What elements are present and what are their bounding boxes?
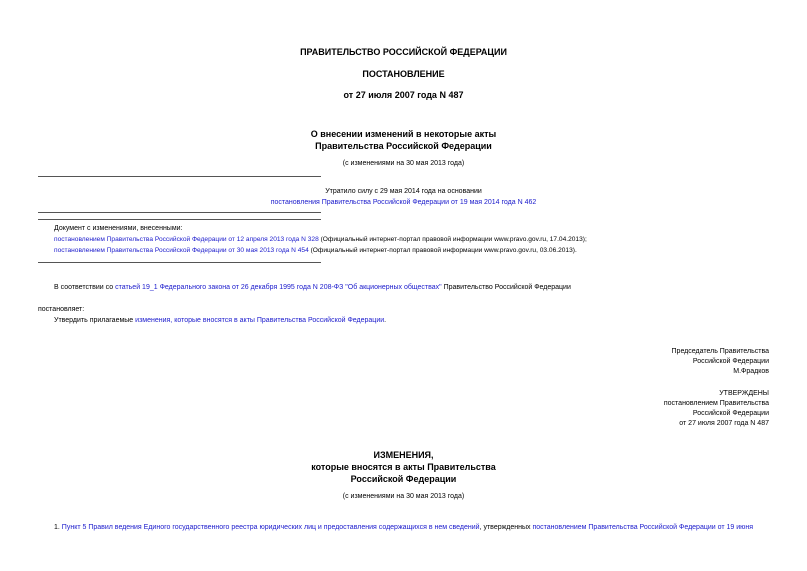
- decree-prefix: Утвердить прилагаемые: [54, 317, 136, 324]
- item-1: [54, 524, 753, 531]
- approved-line: от 27 июля 2007 года N 487: [679, 420, 769, 427]
- approved-line: Российской Федерации: [692, 410, 769, 417]
- change-link-1[interactable]: постановлением Правительства Российской Федерации от 12 апреля 2013 года N 328: [54, 236, 319, 243]
- divider: [38, 176, 321, 177]
- preamble-prefix: В соответствии со: [54, 284, 116, 291]
- doc-title-line2: Правительства Российской Федерации: [315, 141, 492, 151]
- doc-title-line1: О внесении изменений в некоторые акты: [310, 129, 497, 139]
- decree-word: постановляет:: [38, 306, 85, 313]
- change-note-2: (Официальный интернет-портал правовой информации www.pravo.gov.ru, 03.06.2013).: [308, 247, 577, 254]
- edition-note: (с изменениями на 30 мая 2013 года): [342, 160, 465, 167]
- change-link-2[interactable]: постановлением Правительства Российской Федерации от 30 мая 2013 года N 454: [54, 247, 309, 254]
- changes-intro: Документ с изменениями, внесенными:: [54, 225, 183, 232]
- item-number: 1.: [54, 524, 62, 531]
- changes-subheading: Российской Федерации: [350, 474, 457, 484]
- signature-title: Российской Федерации: [692, 358, 769, 365]
- changes-item: [54, 236, 587, 243]
- approved-heading: УТВЕРЖДЕНЫ: [719, 390, 769, 397]
- decree-link[interactable]: постановлением Правительства Российской Федерации от 19 июня: [532, 524, 754, 531]
- law-link[interactable]: статьей 19_1 Федерального закона от 26 декабря 1995 года N 208-ФЗ "Об акционерных обществах": [115, 284, 442, 291]
- decree-suffix: .: [384, 317, 387, 324]
- item-middle: , утвержденных: [479, 524, 533, 531]
- changes-edition-note: (с изменениями на 30 мая 2013 года): [342, 493, 465, 500]
- divider: [38, 262, 321, 263]
- change-note-1: (Официальный интернет-портал правовой информации www.pravo.gov.ru, 17.04.2013);: [318, 236, 587, 243]
- preamble: [54, 284, 571, 291]
- decree-text: [54, 317, 386, 324]
- signature-name: М.Фрадков: [733, 368, 769, 375]
- divider: [38, 219, 321, 220]
- divider: [38, 212, 321, 213]
- doc-type-heading: ПОСТАНОВЛЕНИЕ: [362, 69, 445, 79]
- rules-link[interactable]: Пункт 5 Правил ведения Единого государственного реестра юридических лиц и предоставления содержащихся в нем сведений: [61, 524, 480, 531]
- changes-heading: ИЗМЕНЕНИЯ,: [373, 450, 434, 460]
- changes-subheading: которые вносятся в акты Правительства: [311, 462, 496, 472]
- changes-link[interactable]: изменения, которые вносятся в акты Правительства Российской Федерации: [135, 317, 385, 324]
- expired-link[interactable]: постановления Правительства Российской Федерации от 19 мая 2014 года N 462: [270, 199, 537, 206]
- date-number: от 27 июля 2007 года N 487: [343, 90, 464, 100]
- changes-item: [54, 247, 577, 254]
- approved-line: постановлением Правительства: [663, 400, 769, 407]
- preamble-suffix: Правительство Российской Федерации: [441, 284, 571, 291]
- signature-title: Председатель Правительства: [671, 348, 769, 355]
- expired-text: Утратило силу с 29 мая 2014 года на основании: [325, 188, 482, 195]
- government-heading: ПРАВИТЕЛЬСТВО РОССИЙСКОЙ ФЕДЕРАЦИИ: [300, 47, 507, 57]
